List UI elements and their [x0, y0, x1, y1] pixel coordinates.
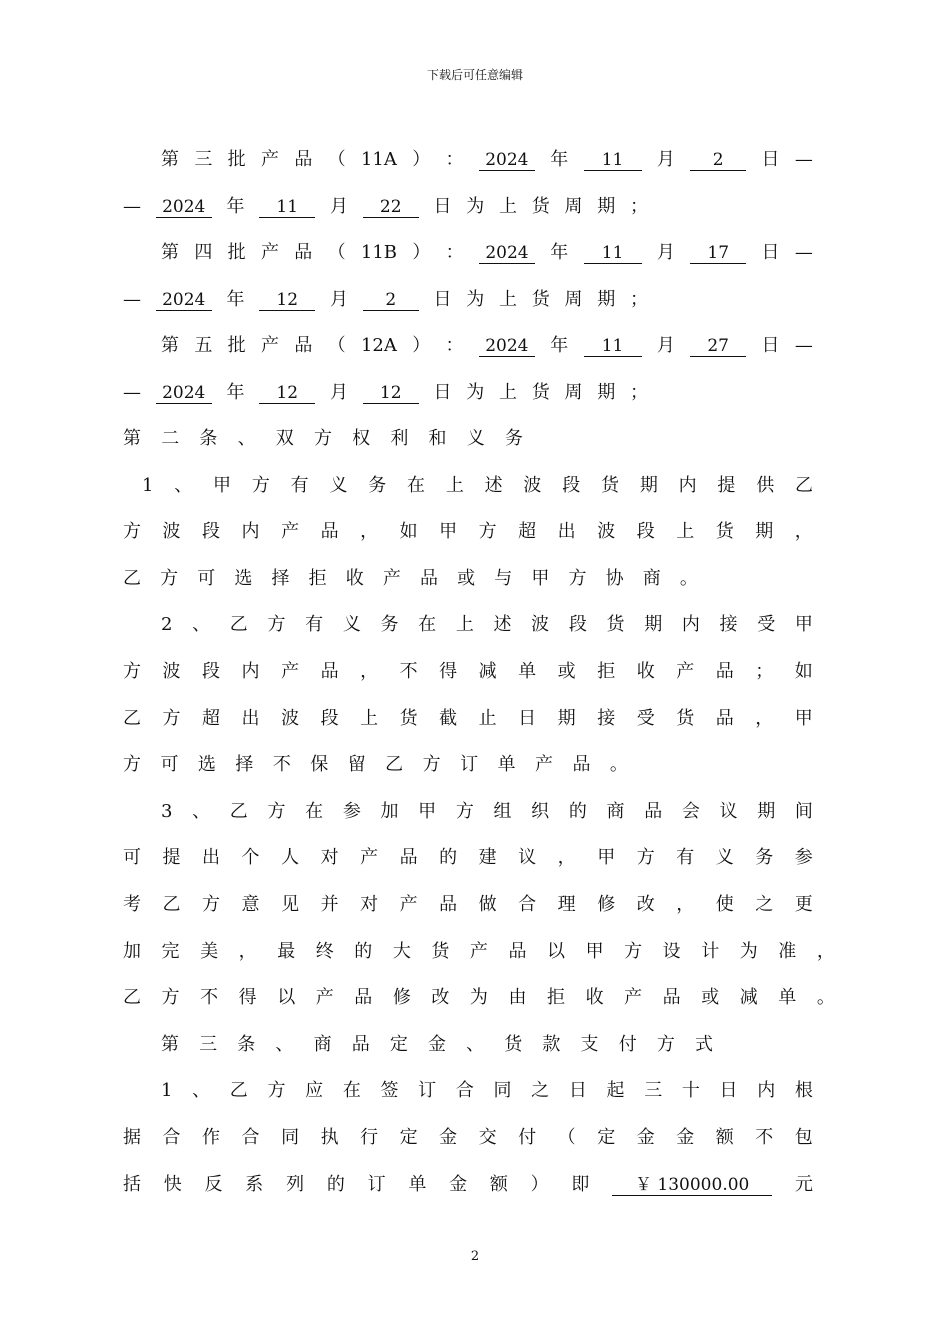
start-day: 2: [690, 150, 746, 171]
paragraph-line: 方 波 段 内 产 品 ， 不 得 减 单 或 拒 收 产 品 ； 如: [123, 661, 813, 682]
paragraph-line: 方 可 选 择 不 保 留 乙 方 订 单 产 品 。: [123, 754, 628, 775]
paragraph-line: 乙 方 可 选 择 拒 收 产 品 或 与 甲 方 协 商 。: [123, 568, 698, 589]
paragraph-line: 可 提 出 个 人 对 产 品 的 建 议 ， 甲 方 有 义 务 参: [123, 847, 813, 868]
start-day: 17: [690, 243, 746, 264]
paragraph-line: 加 完 美 ， 最 终 的 大 货 产 品 以 甲 方 设 计 为 准 ，: [123, 941, 835, 962]
paragraph-line: 据 合 作 合 同 执 行 定 金 交 付 （ 定 金 金 额 不 包: [123, 1127, 813, 1148]
end-year: 2024: [156, 383, 212, 404]
end-day: 22: [363, 197, 419, 218]
paragraph-line: 括 快 反 系 列 的 订 单 金 额 ） 即 ￥ 130000.00 元: [123, 1174, 813, 1195]
start-month: 11: [584, 243, 642, 264]
start-month: 11: [584, 336, 642, 357]
article-title: 第 二 条 、 双 方 权 利 和 义 务: [123, 428, 523, 449]
batch-line-end: — 2024 年 12 月 12 日 为 上 货 周 期 ；: [123, 382, 648, 403]
paragraph-line: 乙 方 超 出 波 段 上 货 截 止 日 期 接 受 货 品 ， 甲: [123, 708, 813, 729]
end-day: 2: [363, 290, 419, 311]
end-month: 11: [259, 197, 315, 218]
start-year: 2024: [479, 243, 535, 264]
batch-line-end: — 2024 年 11 月 22 日 为 上 货 周 期 ；: [123, 196, 648, 217]
paragraph-line: 1 、 甲 方 有 义 务 在 上 述 波 段 货 期 内 提 供 乙: [142, 475, 813, 496]
start-year: 2024: [479, 150, 535, 171]
paragraph-line: 1 、 乙 方 应 在 签 订 合 同 之 日 起 三 十 日 内 根: [161, 1080, 813, 1101]
page-number: 2: [470, 1249, 480, 1264]
start-month: 11: [584, 150, 642, 171]
start-year: 2024: [479, 336, 535, 357]
batch-line-end: — 2024 年 12 月 2 日 为 上 货 周 期 ；: [123, 289, 648, 310]
batch-code: 11A: [360, 149, 397, 170]
end-month: 12: [259, 383, 315, 404]
paragraph-line: 2 、 乙 方 有 义 务 在 上 述 波 段 货 期 内 接 受 甲: [161, 614, 813, 635]
end-year: 2024: [156, 290, 212, 311]
paragraph-line: 3 、 乙 方 在 参 加 甲 方 组 织 的 商 品 会 议 期 间: [161, 801, 813, 822]
article-title: 第 三 条 、 商 品 定 金 、 货 款 支 付 方 式: [161, 1034, 713, 1055]
page-header: 下载后可任意编辑: [426, 68, 523, 82]
batch-code: 11B: [360, 242, 398, 263]
end-day: 12: [363, 383, 419, 404]
paragraph-line: 乙 方 不 得 以 产 品 修 改 为 由 拒 收 产 品 或 减 单 。: [123, 987, 835, 1008]
batch-line-start: 第 四 批 产 品 （ 11B ） ： 2024 年 11 月 17 日 —: [161, 238, 813, 268]
batch-line-start: 第 三 批 产 品 （ 11A ） ： 2024 年 11 月 2 日 —: [161, 145, 813, 175]
end-month: 12: [259, 290, 315, 311]
paragraph-line: 方 波 段 内 产 品 ， 如 甲 方 超 出 波 段 上 货 期 ，: [123, 521, 813, 542]
end-year: 2024: [156, 197, 212, 218]
start-day: 27: [690, 336, 746, 357]
deposit-amount: ￥ 130000.00: [612, 1175, 772, 1196]
batch-line-start: 第 五 批 产 品 （ 12A ） ： 2024 年 11 月 27 日 —: [161, 331, 813, 361]
batch-code: 12A: [360, 335, 397, 356]
paragraph-line: 考 乙 方 意 见 并 对 产 品 做 合 理 修 改 ， 使 之 更: [123, 894, 813, 915]
